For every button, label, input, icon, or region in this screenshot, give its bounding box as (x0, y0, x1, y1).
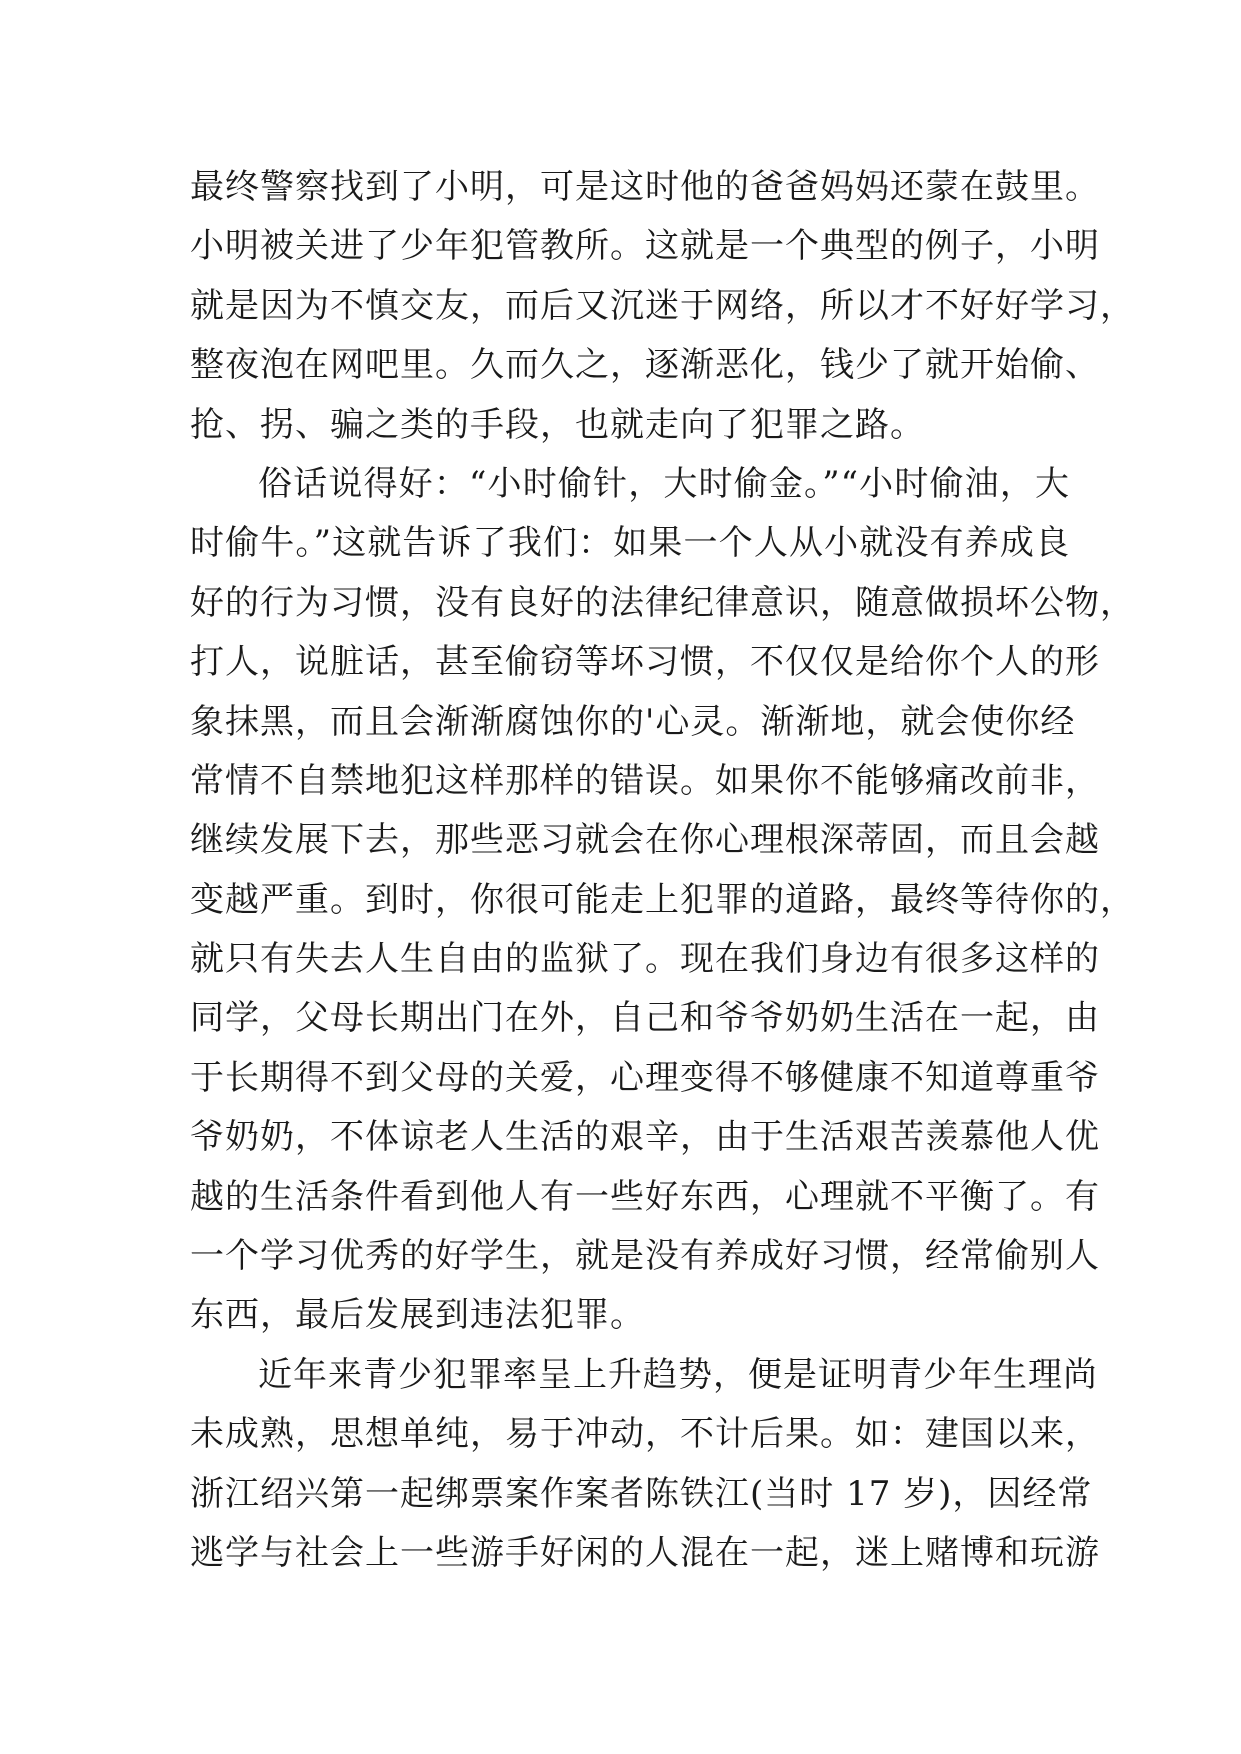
text-line: 小明被关进了少年犯管教所。这就是一个典型的例子，小明 (190, 226, 1100, 267)
text-line: 最终警察找到了小明，可是这时他的爸爸妈妈还蒙在鼓里。 (190, 167, 1100, 207)
text-line: 近年来青少犯罪率呈上升趋势，便是证明青少年生理尚 (258, 1354, 1098, 1395)
text-line: 越的生活条件看到他人有一些好东西，心理就不平衡了。有 (190, 1176, 1100, 1217)
text-line: 浙江绍兴第一起绑票案作案者陈铁江(当时 17 岁)，因经常 (190, 1473, 1093, 1514)
text-line: 好的行为习惯，没有良好的法律纪律意识，随意做损坏公物， (190, 582, 1135, 623)
text-line: 就只有失去人生自由的监狱了。现在我们身边有很多这样的 (190, 939, 1100, 980)
text-line: 一个学习优秀的好学生，就是没有养成好习惯，经常偷别人 (190, 1236, 1100, 1277)
text-line: 继续发展下去，那些恶习就会在你心理根深蒂固，而且会越 (190, 820, 1100, 861)
body-text (190, 158, 1135, 1583)
text-line: 爷奶奶，不体谅老人生活的艰辛，由于生活艰苦羡慕他人优 (190, 1117, 1100, 1158)
text-line: 东西，最后发展到违法犯罪。 (190, 1295, 645, 1336)
text-line: 常情不自禁地犯这样那样的错误。如果你不能够痛改前非， (190, 760, 1100, 801)
text-line: 象抹黑，而且会渐渐腐蚀你的'心灵。渐渐地，就会使你经 (190, 701, 1076, 742)
text-line: 打人，说脏话，甚至偷窃等坏习惯，不仅仅是给你个人的形 (190, 642, 1100, 683)
text-line: 于长期得不到父母的关爱，心理变得不够健康不知道尊重爷 (190, 1057, 1100, 1098)
text-line: 变越严重。到时，你很可能走上犯罪的道路，最终等待你的， (190, 879, 1135, 920)
text-line: 时偷牛。”这就告诉了我们：如果一个人从小就没有养成良 (190, 523, 1070, 564)
text-line: 抢、拐、骗之类的手段，也就走向了犯罪之路。 (190, 404, 925, 445)
text-line: 逃学与社会上一些游手好闲的人混在一起，迷上赌博和玩游 (190, 1532, 1100, 1573)
text-line: 就是因为不慎交友，而后又沉迷于网络，所以才不好好学习， (190, 285, 1135, 326)
text-line: 俗话说得好：“小时偷针，大时偷金。”“小时偷油，大 (258, 463, 1070, 504)
text-line: 整夜泡在网吧里。久而久之，逐渐恶化，钱少了就开始偷、 (190, 345, 1100, 386)
text-line: 同学，父母长期出门在外，自己和爷爷奶奶生活在一起，由 (190, 998, 1100, 1039)
text-line: 未成熟，思想单纯，易于冲动，不计后果。如：建国以来， (190, 1414, 1100, 1455)
